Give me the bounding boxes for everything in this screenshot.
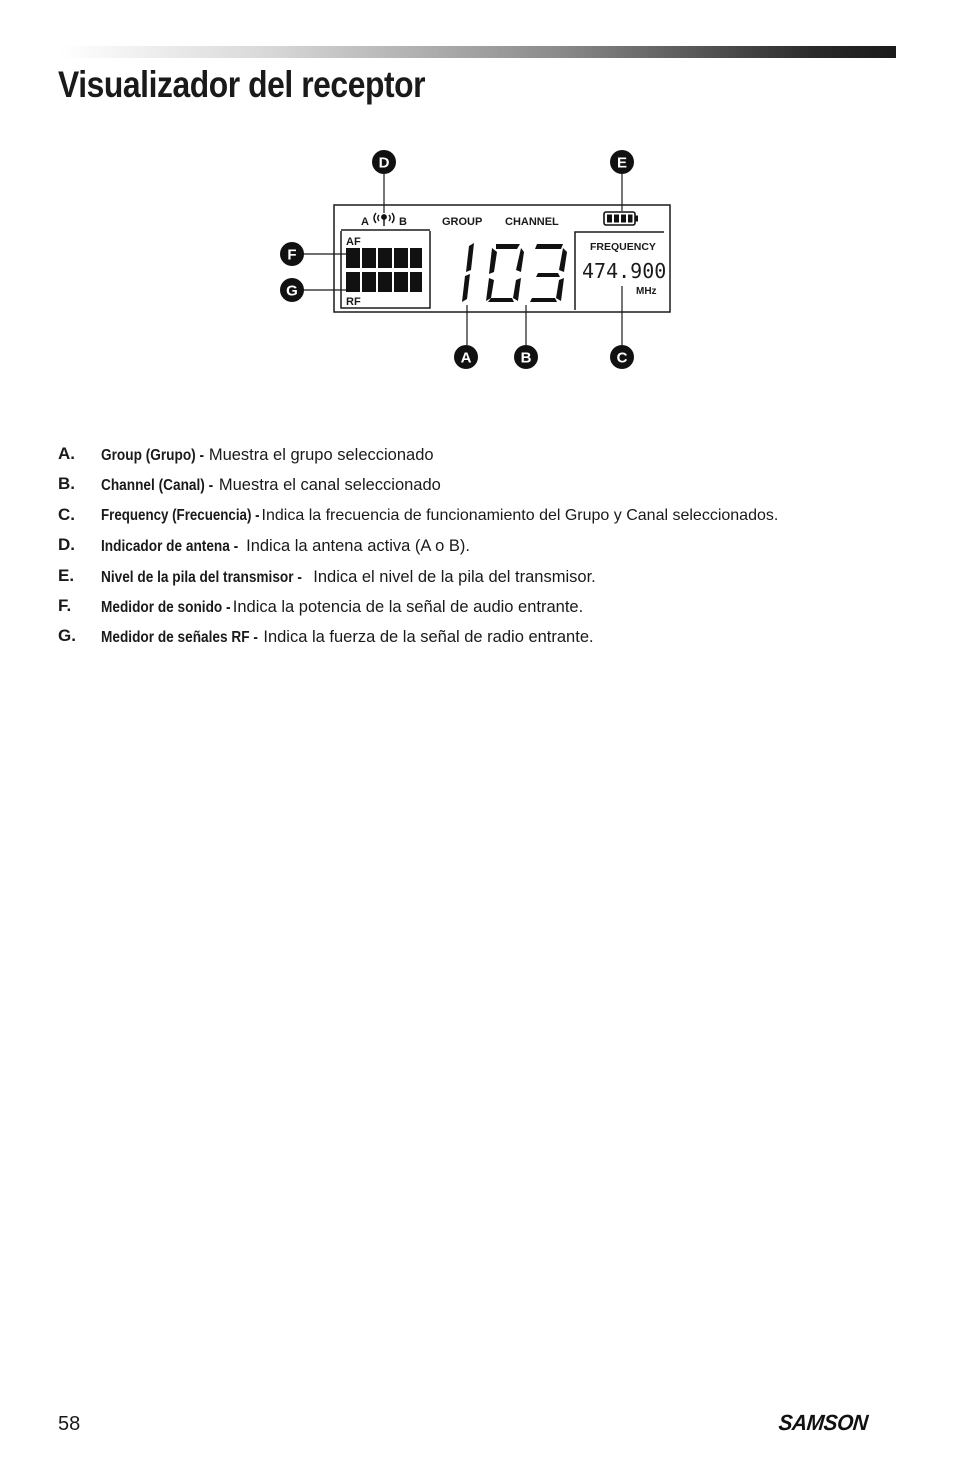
callout-g [280, 278, 304, 302]
item-letter: A. [58, 444, 75, 463]
item-term: Medidor de señales RF - [101, 629, 258, 647]
legend-item-d [58, 535, 918, 565]
callout-b [514, 345, 538, 369]
item-letter: B. [58, 474, 75, 494]
item-text: Muestra el grupo seleccionado [204, 446, 434, 464]
svg-text:G: G [286, 282, 298, 300]
rf-label: RF [346, 296, 361, 308]
item-text: Indica la potencia de la señal de audio entrante. [228, 597, 584, 616]
item-letter: C. [58, 504, 75, 524]
item-text: Indica la antena activa (A o B). [241, 537, 470, 556]
legend-item-b [58, 474, 918, 504]
item-letter: G. [58, 626, 76, 646]
svg-text:D: D [378, 154, 390, 172]
callout-a [454, 345, 478, 369]
item-letter: F. [58, 595, 72, 615]
frequency-unit: MHz [636, 286, 657, 297]
item-letter: D. [58, 535, 75, 555]
item-term: Indicador de antena - [101, 538, 239, 556]
item-text: Muestra el canal seleccionado [214, 476, 441, 495]
legend-item-e [58, 566, 918, 596]
callout-d [372, 150, 396, 174]
frequency-label: FREQUENCY [590, 241, 656, 253]
callout-e [610, 150, 634, 174]
receiver-display-diagram [270, 140, 690, 380]
item-text: Indica el nivel de la pila del transmisor. [308, 567, 596, 586]
item-term: Frequency (Frecuencia) - [101, 506, 260, 524]
legend-item-a [58, 444, 918, 474]
group-label: GROUP [442, 216, 483, 228]
page-title: Visualizador del receptor [58, 64, 426, 105]
item-text: Indica la frecuencia de funcionamiento del Grupo y Canal seleccionados. [257, 506, 779, 524]
header-gradient-bar [60, 46, 896, 58]
frequency-value: 474.900 [582, 259, 667, 283]
rf-meter [346, 272, 422, 292]
item-term: Channel (Canal) - [101, 477, 214, 495]
antenna-b-label: B [399, 216, 407, 228]
legend-list [58, 444, 918, 657]
battery-icon [604, 212, 638, 225]
antenna-a-label: A [361, 216, 369, 228]
item-letter: E. [58, 565, 75, 585]
item-text: Indica la fuerza de la señal de radio entrante. [258, 628, 594, 647]
brand-logo: SAMSON [777, 1410, 869, 1435]
item-term: Medidor de sonido - [101, 598, 231, 616]
af-meter [346, 248, 422, 268]
legend-item-g [58, 626, 918, 656]
channel-digits [462, 243, 567, 302]
svg-text:E: E [616, 154, 628, 172]
legend-item-c [58, 505, 918, 535]
page-number: 58 [58, 1413, 81, 1435]
af-label: AF [346, 236, 361, 248]
svg-text:F: F [287, 246, 297, 264]
svg-text:A: A [460, 349, 472, 367]
callout-f [280, 242, 304, 266]
channel-label: CHANNEL [505, 216, 559, 228]
svg-text:C: C [616, 349, 628, 367]
legend-item-f [58, 596, 918, 626]
item-term: Nivel de la pila del transmisor - [101, 568, 302, 586]
item-term: Group (Grupo) - [101, 447, 205, 464]
callout-c [610, 345, 634, 369]
svg-text:B: B [520, 349, 532, 367]
antenna-icon [374, 213, 394, 226]
